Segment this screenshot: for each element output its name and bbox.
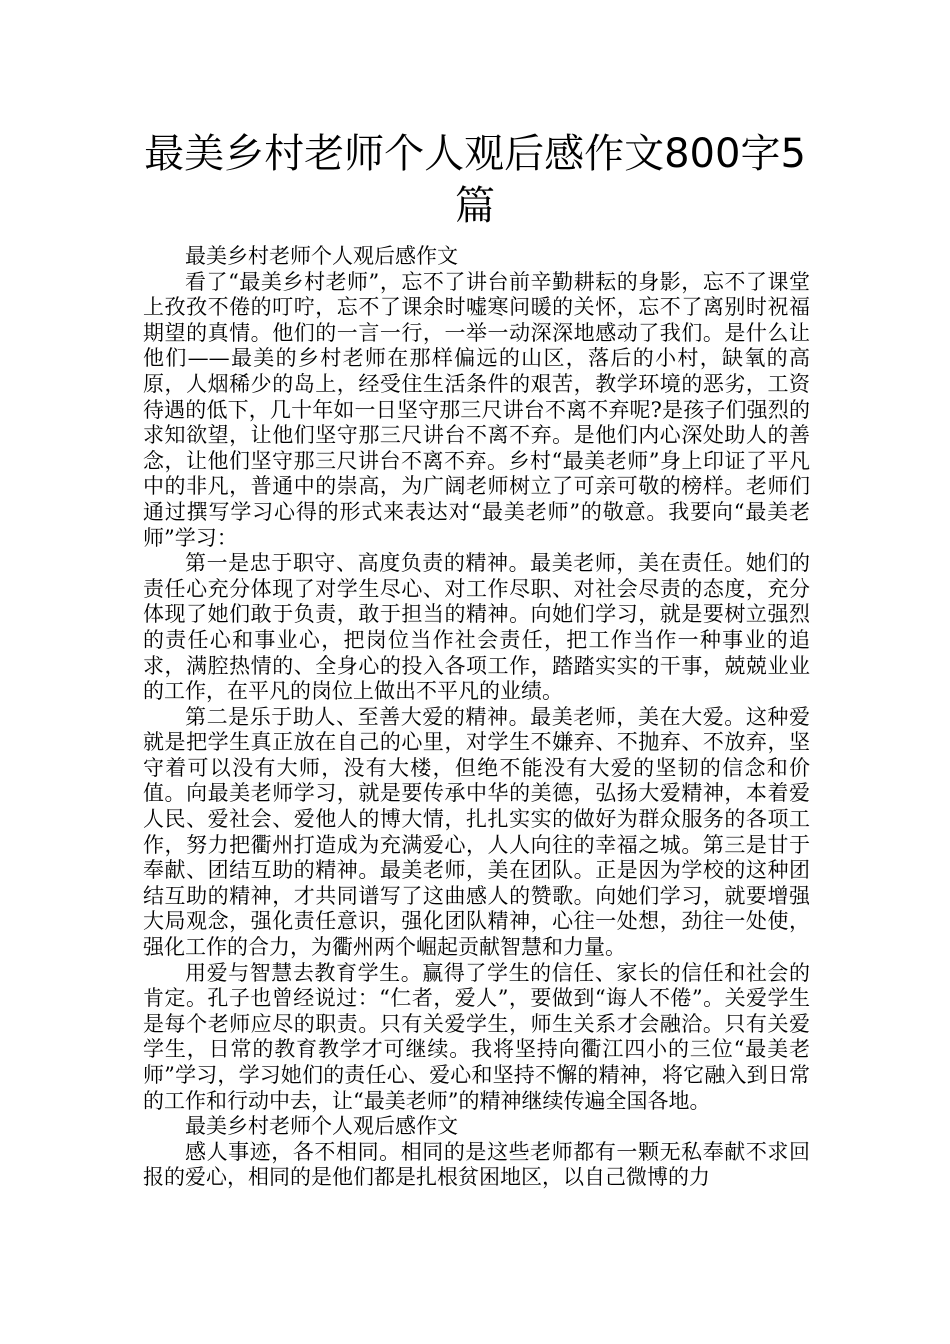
- document-title: 最美乡村老师个人观后感作文800字5篇: [144, 131, 806, 229]
- body-paragraph: 第二是乐于助人、至善大爱的精神。最美老师，美在大爱。这种爱就是把学生真正放在自己的心里，对学生不嫌弃、不抛弃、不放弃，坚守着可以没有大师，没有大楼，但绝不能没有大爱的坚韧的信念和价值。向最美老师学习，就是要传承中华的美德，弘扬大爱精神，本着爱人民、爱社会、爱他人的博大情，扎扎实实的做好为群众服务的各项工作，努力把衢州打造成为充满爱心，人人向往的幸福之城。第三是甘于奉献、团结互助的精神。最美老师，美在团队。正是因为学校的这种团结互助的精神，才共同谱写了这曲感人的赞歌。向她们学习，就要增强大局观念，强化责任意识，强化团队精神，心往一处想，劲往一处使，强化工作的合力，为衢州两个崛起贡献智慧和力量。: [143, 704, 810, 960]
- document-body: [143, 244, 810, 1191]
- body-paragraph: 第一是忠于职守、高度负责的精神。最美老师，美在责任。她们的责任心充分体现了对学生尽心、对工作尽职、对社会尽责的态度，充分体现了她们敢于负责，敢于担当的精神。向她们学习，就是要树立强烈的责任心和事业心，把岗位当作社会责任，把工作当作一种事业的追求，满腔热情的、全身心的投入各项工作，踏踏实实的干事，兢兢业业的工作，在平凡的岗位上做出不平凡的业绩。: [143, 551, 810, 704]
- body-paragraph: 用爱与智慧去教育学生。赢得了学生的信任、家长的信任和社会的肯定。孔子也曾经说过：“仁者，爱人”，要做到“诲人不倦”。关爱学生是每个老师应尽的职责。只有关爱学生，师生关系才会融洽。只有关爱学生，日常的教育教学才可继续。我将坚持向衢江四小的三位“最美老师”学习，学习她们的责任心、爱心和坚持不懈的精神，将它融入到日常的工作和行动中去，让“最美老师”的精神继续传遍全国各地。: [143, 960, 810, 1113]
- body-paragraph: 看了“最美乡村老师”，忘不了讲台前辛勤耕耘的身影，忘不了课堂上孜孜不倦的叮咛，忘不了课余时嘘寒问暖的关怀，忘不了离别时祝福期望的真情。他们的一言一行，一举一动深深地感动了我们。是什么让他们——最美的乡村老师在那样偏远的山区，落后的小村，缺氧的高原，人烟稀少的岛上，经受住生活条件的艰苦，教学环境的恶劣，工资待遇的低下，几十年如一日坚守那三尺讲台不离不弃呢?是孩子们强烈的求知欲望，让他们坚守那三尺讲台不离不弃。是他们内心深处助人的善念，让他们坚守那三尺讲台不离不弃。乡村“最美老师”身上印证了平凡中的非凡，普通中的崇高，为广阔老师树立了可亲可敬的榜样。老师们通过撰写学习心得的形式来表达对“最美老师”的敬意。我要向“最美老师”学习：: [143, 269, 810, 550]
- subheading: 最美乡村老师个人观后感作文: [185, 1114, 458, 1139]
- body-paragraph: 感人事迹，各不相同。相同的是这些老师都有一颗无私奉献不求回报的爱心，相同的是他们都是扎根贫困地区，以自己微博的力: [143, 1139, 810, 1190]
- subheading: 最美乡村老师个人观后感作文: [185, 244, 458, 268]
